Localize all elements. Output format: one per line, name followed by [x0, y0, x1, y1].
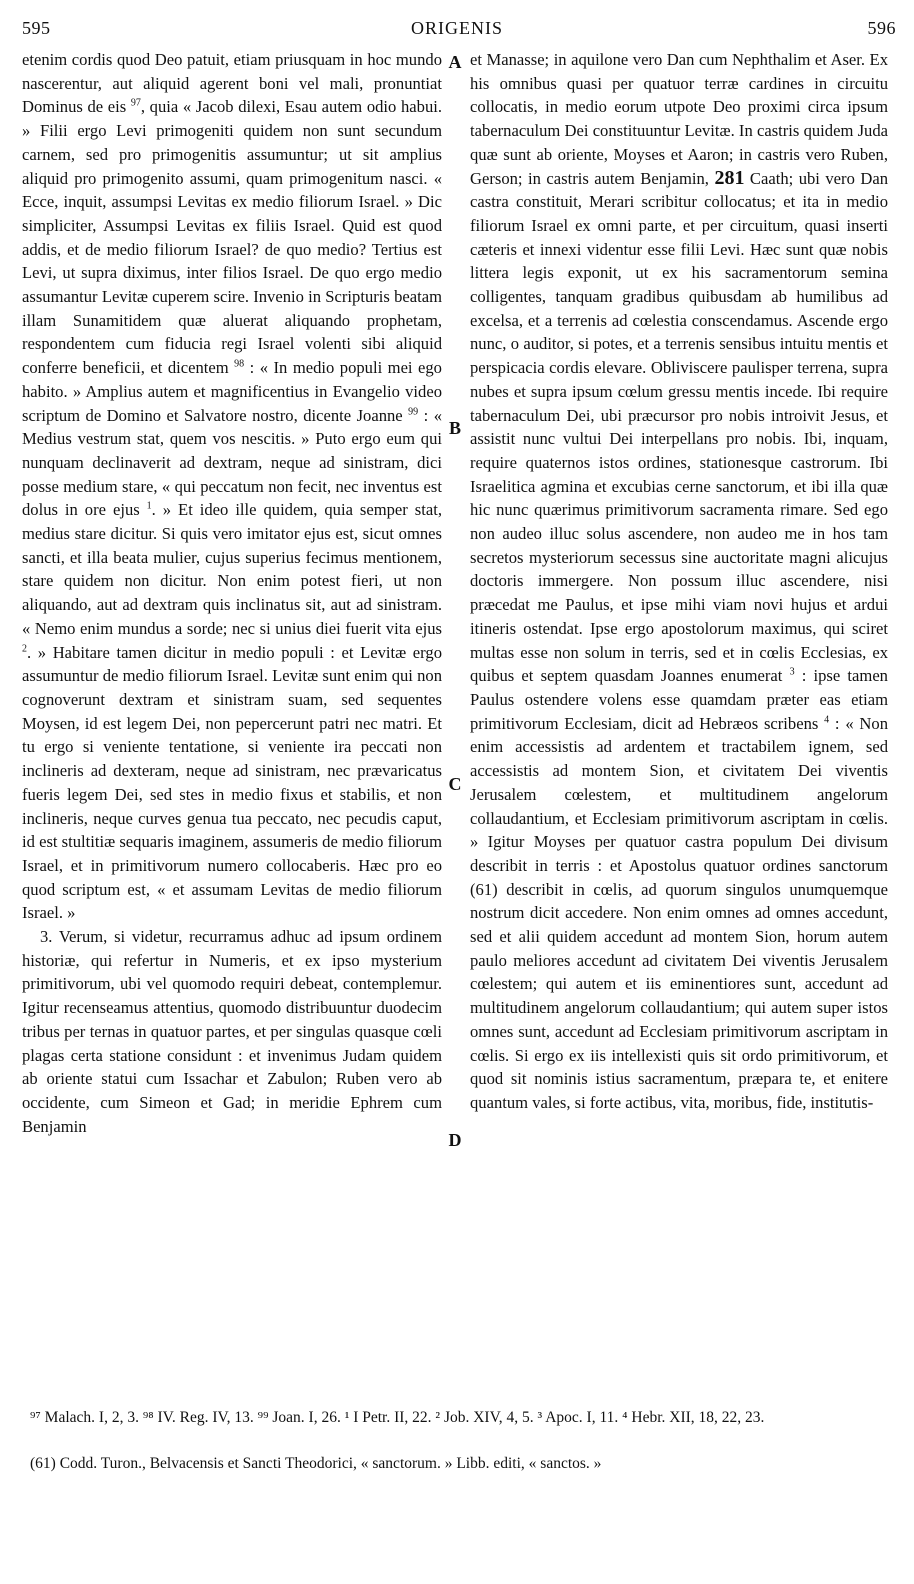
note-ref-2: 2: [22, 643, 27, 655]
text-run: . » Habitare tamen dicitur in medio populi : et Levitæ ergo assumuntur de medio filiorum Israel. Levitæ sunt enim qui non cognoverunt dextram et sinistram suam, sed sequentes Moysen, id est legem Dei, non pepercerunt patri nec matri. Et tu ergo si veniente tentatione, si veniente ira peccati non inclineris ad dexteram, neque ad sinistram, nec prævaricatus fueris legem Dei, sed stes in medio fixus et stabilis, et non inclineris, neque curves genua tua peccato, nec pecudis caput, id est stultitiæ sequaris imaginem, assumeris de medio filiorum Israel, et in primitivorum numero collocaberis. Hæc pro eo quod scriptum est, « et assumam Levitas de medio filiorum Israel. »: [22, 642, 442, 923]
critical-footnote: (61) Codd. Turon., Belvacensis et Sancti Theodorici, « sanctorum. » Libb. editi, « sanctos. »: [30, 1455, 602, 1472]
right-column: [470, 48, 888, 1115]
text-run: : « Non enim accessistis ad ardentem et tractabilem ignem, sed accessistis ad montem Sion, et civitatem Dei viventis Jerusalem cœlestem, et multitudinem angelorum collaudantium, et Ecclesiam primitivorum ascriptam in cœlis. » Igitur Moyses per quatuor castra populum Dei divisum describit in terris : et Apostolus quatuor ordines sanctorum (61) describit in cœlis, ad quorum singulos unumquemque nostrum dicit accedere. Non enim omnes ad omnes accedunt, sed et alii quidem accedunt ad montem Sion, horum autem paulo meliores accedunt ad civitatem Dei viventis Jerusalem cœlestem; qui autem et iis eminentiores sunt, accedunt ad multitudinem angelorum collaudantium; qui autem super istos omnes sunt, accedunt ad Ecclesiam primitivorum ascriptam in cœlis. Si ergo ex iis intellexisti quis sit ordo primitivorum, et quod sit nominis istius sacramentum, præpara te, et enitere quantum vales, si forte actibus, vita, moribus, fide, institutis-: [470, 713, 888, 1112]
text-run: : « In medio populi mei ego habito. » Amplius autem et magnificentius in Evangelio video scriptum de Domino et Salvatore nostro, dicente Joanne: [22, 358, 442, 425]
left-paragraph-2: 3. Verum, si videtur, recurramus adhuc ad ipsum ordinem historiæ, qui refertur in Numeris, et ex ipso mysterium primitivorum, ubi vel quomodo requiri debeat, contemplemur. Igitur recenseamus attentius, quomodo distribuuntur duodecim tribus per ternas in quatuor partes, et per singulas quasque cœli plagas certa statione considunt : et invenimus Judam quidem ab oriente statui cum Issachar et Zabulon; Ruben vero ab occidente, cum Simeon et Gad; in meridie Ephrem cum Benjamin: [22, 927, 442, 1136]
text-run: : ipse tamen Paulus ostendere volens esse quamdam præter eas etiam primitivorum Ecclesiam, dicit ad Hebræos scribens: [470, 666, 888, 733]
margin-letter-c: C: [448, 774, 462, 794]
text-run: et Manasse; in aquilone vero Dan cum Nephthalim et Aser. Ex his omnibus quasi per quatuor terræ cardines in circuitu collocatis, in medio eorum utpote Deo proximi circa ipsum tabernaculum Dei constituuntur Levitæ. In castris quidem Juda quæ sunt ab oriente, Moyses et Aaron; in castris vero Ruben, Gerson; in castris autem Benjamin,: [470, 50, 888, 188]
note-ref-98: 98: [234, 358, 245, 370]
margin-letter-d: D: [448, 1130, 462, 1150]
text-run: Caath; ubi vero Dan castra constituit, Merari scribitur collocatus; et ita in medio filiorum Israel ex omni parte, et per circuitum, quasi inserti cæteris et innexi videntur esse filii Levi. Hæc sunt quæ nobis littera legis exponit, ut ex his sacramentorum semina colligentes, tanquam gradibus quibusdam ab humilibus ad excelsa, et a terrenis ad cœlestia conscendamus. Ascende ergo nunc, o auditor, si potes, et a terrenis sensibus intuitu mentis et perspicacia cordis elevare. Obliviscere paulisper terrena, supra nubes et supra ipsum cœlum gressu mentis incede. Ibi require tabernaculum Dei, ubi præcursor pro nobis introivit Jesus, et assistit nunc vultui Dei interpellans pro nobis. Ibi, inquam, require quaternos istos ordines, stationesque castrorum. Ibi Israelitica agmina et excubias cerne sanctorum, et ibi illa quæ hic nunc quærimus primitivorum sacramenta rimare. Sed ego non audeo illuc solus ascendere, non audeo me in hos tam secretos mysteriorum secessus sine auctoritate magni alicujus doctoris immergere. Non possum illuc ascendere, nisi præcedat me Paulus, et ipse mihi viam novi hujus et ardui itineris ostendat. Ipse ergo apostolorum maximus, qui sciret multas esse non solum in terris, sed et in cœlis Ecclesias, ex quibus et septem quasdam Joannes enumerat: [470, 168, 888, 686]
note-ref-99: 99: [408, 406, 419, 418]
margin-letter-a: A: [448, 52, 462, 72]
margin-letter-b: B: [448, 418, 461, 438]
note-ref-97: 97: [130, 97, 141, 109]
right-paragraph-1: [470, 48, 888, 1115]
column-number-281: 281: [714, 166, 745, 189]
left-column: [22, 48, 442, 1138]
text-run: : « Medius vestrum stat, quem vos nescitis. » Puto ergo eum qui nunquam declinaverit ad dextram, neque ad sinistram, dici posse medium stare, « qui peccatum non fecit, nec inventus est dolus in ore ejus: [22, 405, 442, 520]
scripture-footnotes: ⁹⁷ Malach. I, 2, 3. ⁹⁸ IV. Reg. IV, 13. ⁹⁹ Joan. I, 26. ¹ I Petr. II, 22. ² Job. XIV, 4, 5. ³ Apoc. I, 11. ⁴ Hebr. XII, 18, 22, 23.: [30, 1409, 765, 1426]
right-page-number: 596: [867, 18, 896, 38]
text-run: etenim cordis quod Deo patuit, etiam priusquam in hoc mundo nascerentur, aut aliquid agerent boni vel mali, pronuntiat Dominus de eis: [22, 50, 442, 117]
note-ref-3: 3: [789, 666, 795, 678]
note-ref-4: 4: [824, 714, 830, 726]
left-paragraph-1: [22, 48, 442, 925]
left-page-number: 595: [22, 18, 51, 38]
text-run: , quia « Jacob dilexi, Esau autem odio habui. » Filii ergo Levi primogeniti quidem non sunt secundum carnem, sed pro primogenitis assumuntur; ut sit amplius aliquid pro primogenito assumi, quam primogenitum nasci. « Ecce, inquit, assumpsi Levitas ex medio filiorum Israel. » Dic simpliciter, Assumpsi Levitas ex filiis Israel. Quid est quod addis, et de medio filiorum Israel? de quo medio? Tertius est Levi, ut supra diximus, inter filios Israel. De quo ergo medio assumantur Levitæ cuperem scire. Invenio in Scripturis beatam illam Sunamitidem quæ aluerat aliquando prophetam, respondentem cum fiducia regi Israel volenti sibi aliquid conferre beneficii, et dicentem: [22, 97, 442, 378]
text-run: . » Et ideo ille quidem, quia semper stat, medius stare dicitur. Si quis vero imitator ejus est, sicut omnes sancti, et illa beata mulier, cujus superius fecimus mentionem, stare quidem non dicitur. Non enim potest fieri, ut non aliquando, aut ad dextram quis inclinatus sit, aut ad sinistram. « Nemo enim mundus a sorde; nec si unius diei fuerit vita ejus: [22, 500, 442, 638]
running-title: ORIGENIS: [411, 18, 503, 38]
note-ref-1: 1: [146, 500, 152, 512]
